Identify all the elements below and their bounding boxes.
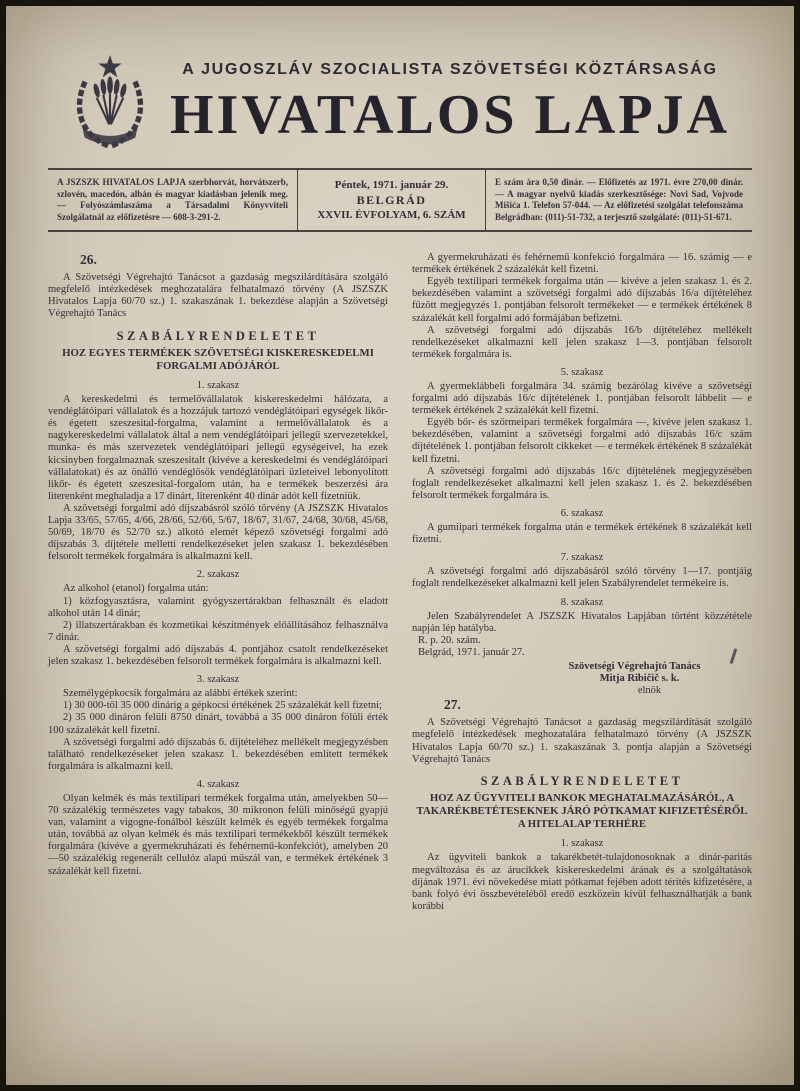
issue-volume-number: XXVII. ÉVFOLYAM, 6. SZÁM	[317, 209, 466, 222]
gazette-page	[6, 6, 794, 1085]
decree-title-heading: SZABÁLYRENDELETET	[116, 328, 320, 343]
body-paragraph: A szövetségi forgalmi adó díjszabásáról szóló törvény 1—17. pontjáig foglalt rendelkezéseket alkalmazni kell jelen Szabályrendelet termékeire is.	[412, 566, 752, 590]
section-label: 3. szakasz	[196, 674, 240, 686]
issue-date: Péntek, 1971. január 29.	[334, 179, 449, 191]
signature-name: Mitja Ribičič s. k.	[599, 673, 680, 685]
section-label: 7. szakasz	[560, 552, 604, 564]
list-item-paragraph: 1) közfogyasztásra, valamint gyógyszertárakban felhasznált és eladott alkohol után 14 dinár;	[48, 595, 388, 619]
body-paragraph: A szövetségi forgalmi adó díjszabás 16/c díjtételének megjegyzésében foglalt rendelkezéseket alkalmazni kell jelen szakasz 1. és 2. bekezdésében felsorolt termékek forgalmára is.	[412, 465, 752, 501]
decree-subject-heading: HOZ AZ ÜGYVITELI BANKOK MEGHATALMAZÁSÁRÓL, A TAKARÉKBETÉTESEKNEK JÁRÓ PÓTKAMAT KIFIZETÉSÉRŐL A HITELALAP TERHÉRE	[416, 791, 748, 831]
masthead-text	[170, 61, 730, 147]
signature-organization: Szövetségi Végrehajtó Tanács	[568, 660, 701, 672]
section-label: 1. szakasz	[560, 838, 604, 850]
registry-number-line: R. p. 20. szám.	[418, 634, 481, 646]
body-paragraph: A gyermekruházati és fehérnemű konfekció forgalmára — 16. számig — e termékek értékének 2 százalékát kell fizetni.	[412, 252, 752, 276]
body-paragraph: A szövetségi forgalmi adó díjszabásról szóló törvény (A JSZSZK Hivatalos Lapja 33/65, 57/65, 4/66, 28/66, 52/66, 5/67, 18/67, 31/67, 24/68, 30/68, 45/68, 50/69, 18/70 és 52/70 sz.) alkotó elemét képező szövetségi forgalmi adó díjszabás 3. díjtétele melletti rendelkezéseket jelen szakasz 1. bekezdésében felsorolt termékek forgalmára is alkalmazni kell.	[48, 502, 388, 563]
section-label: 5. szakasz	[560, 366, 604, 378]
right-column	[412, 252, 752, 913]
body-paragraph: A kereskedelmi és termelővállalatok kiskereskedelmi hálózata, a vendéglátóipari vállalatok és a hozzájuk tartozó vendéglátóipari egységek likőr- és égetett szeszesital-forgalma, valamint a termelővállalatok és a nagykereskedelmi vállalatok által a nem vendéglátóipari jellegű szervezetekkel, munka- és más szervezetek vendéglátóipari jellegű egységeivel, ha ezek kicsinyben forgalmaznak szeszesitalt (kivéve a kereskedelmi és vendéglátóipari vállalatokat) és az önálló vendéglősök vendéglátóipari üzleteivel lebonyolított likőr- és égetett szeszesital-forgalom után, ha e termékek beszerzési ára literenként meghaladja a 17 dinárt, literenként 40 dinár adót kell fizetniük.	[48, 394, 388, 502]
intro-paragraph: A Szövetségi Végrehajtó Tanácsot a gazdaság megszilárdítását szolgáló megfelelő intézkedések meghozatalára felhatalmazó törvény (A JSZSZK Hivatalos Lapja 60/70 sz.) 1. szakaszának 3. pontja alapján a Szövetségi Végrehajtó Tanács	[412, 717, 752, 765]
section-label: 2. szakasz	[196, 569, 240, 581]
section-label: 8. szakasz	[560, 596, 604, 608]
signature-title: elnök	[637, 685, 662, 697]
body-paragraph: Személygépkocsik forgalmára az alábbi értékek szerint:	[63, 688, 298, 700]
left-column	[48, 252, 388, 913]
issue-date-block	[298, 170, 486, 230]
list-item-paragraph: 2) illatszertárakban és kozmetikai készítmények előállításához felhasználva 7 dinár.	[48, 619, 388, 643]
section-label: 4. szakasz	[196, 778, 240, 790]
body-paragraph: Egyéb bőr- és szőrmeipari termékek forgalmára —, kivéve jelen szakasz 1. bekezdésében, valamint a szövetségi forgalmi adó díjszabás 16/c szám díjtételének 1. pontjában felsorolt cikkeket — e termékek értékének 8 százalékát kell fizetni.	[412, 417, 752, 465]
republic-name-line: A JUGOSZLÁV SZOCIALISTA SZÖVETSÉGI KÖZTÁRSASÁG	[182, 61, 718, 79]
body-paragraph: A gyermeklábbeli forgalmára 34. számig bezárólag kivéve a szövetségi forgalmi adó díjszabás 16/c díjtételének 1. pontjában felsorolt lábbelit — e termékek értékének 2 százalékát kell fizetni.	[412, 381, 752, 417]
decree-title-heading: SZABÁLYRENDELETET	[480, 773, 684, 788]
dateline: Belgrád, 1971. január 27.	[418, 646, 525, 658]
body-paragraph: Az ügyviteli bankok a takarékbetét-tulajdonosoknak a dinár-paritás megváltozása és az árucikkek kiskereskedelmi árának és a szolgáltatások díjának 1971. évi növekedése miatt pótkamat fejében adott térítés kifizetésére, a bank folyó évi összbevételéből eredő eszközein kívül felhasználhatják a bank korábbi	[412, 852, 752, 912]
article-number: 27.	[444, 697, 461, 713]
list-item-paragraph: 1) 30 000-től 35 000 dinárig a gépkocsi értékének 25 százalékát kell fizetni;	[63, 700, 382, 712]
section-label: 1. szakasz	[196, 379, 240, 391]
masthead	[6, 6, 794, 154]
body-paragraph: Egyéb textilipari termékek forgalma után — kivéve a jelen szakasz 1. és 2. bekezdésében valamint a szövetségi forgalmi adó díjszabás 16/a díjtételéhez fűzött megjegyzés 1. pontjában felsorolt termékeket — e termékek értékének 8 százalékát kell forgalmi adó formájában befizetni.	[412, 276, 752, 324]
issue-city: BELGRÁD	[356, 192, 427, 207]
body-paragraph: Jelen Szabályrendelet A JSZSZK Hivatalos Lapjában történt közzététele napján lép hatályba.	[412, 610, 752, 634]
body-paragraph: A szövetségi forgalmi adó díjszabás 4. pontjához csatolt rendelkezéseket jelen szakasz 1. bekezdésében felsorolt termékek forgalmára is alkalmazni kell.	[48, 643, 388, 668]
edition-info: A JSZSZK HIVATALOS LAPJA szerbhorvát, horvátszerb, szlovén, macedón, albán és magyar kiadásban jelenik meg. — Folyószámlaszáma a Társadalmi Könyvviteli Szolgálatnál az előfizetésre — 608-3-291-2.	[48, 170, 298, 230]
intro-paragraph: A Szövetségi Végrehajtó Tanácsot a gazdaság megszilárdítására szolgáló megfelelő intézkedések meghozatalára felhatalmazó törvény (A JSZSZK Hivatalos Lapja 60/70 sz.) 1. szakaszának 1. bekezdése alapján a Szövetségi Végrehajtó Tanács	[48, 272, 388, 320]
body-paragraph: A szövetségi forgalmi adó díjszabás 16/b díjtételéhez mellékelt rendelkezéseket alkalmazni kell jelen szakasz 1—3. pontjában felsorolt termékek forgalmára is.	[412, 324, 752, 360]
gazette-title: HIVATALOS LAPJA	[170, 84, 730, 147]
body-paragraph: A gumiipari termékek forgalma után e termékek értékének 8 százalékát kell fizetni.	[412, 522, 752, 546]
coat-of-arms-emblem	[70, 52, 150, 154]
publication-info-box	[48, 168, 752, 232]
body-paragraph: Olyan kelmék és más textilipari termékek forgalma után, amelyekben 50—70 százalékig természetes vagy tabakos, 30 mikronon felüli minőségű gyapjú van, valamint a vigogne-fonálból készült kelmék és egyéb termékek forgalma után, továbbá az olyan kelmék és más textilipari termékekből készült termékek forgalmára (kivéve a gyermekruházati és fehérnemű-konfekciót), amelyben 20—50 százalékig regenerált cellulóz alapú műszál van, e termékek értékének 3 százalékát kell fizetni.	[48, 792, 388, 877]
body-paragraph: A szövetségi forgalmi adó díjszabás 6. díjtételéhez mellékelt megjegyzésben található rendelkezéseket jelen szakasz 1. bekezdésében említett termékek forgalmára is alkalmazni kell.	[48, 736, 388, 772]
star-icon	[98, 55, 121, 77]
section-label: 6. szakasz	[560, 507, 604, 519]
list-item-paragraph: 2) 35 000 dináron felüli 8750 dinárt, továbbá a 35 000 dináron fölüli érték 100 százalékát kell fizetni.	[48, 712, 388, 736]
price-subscription-info: E szám ára 0,50 dinár. — Előfizetés az 1971. évre 270,00 dinár. — A magyar nyelvű kiadás szerkesztősége: Novi Sad, Vojvode Mišića 1. Telefon 57-044. — Az előfizetési szolgálat telefonszáma Belgrádban: (011)-51-732, a terjesztő szolgálaté: (011)-51-671.	[495, 177, 743, 222]
article-number: 26.	[80, 252, 97, 268]
body-columns	[6, 232, 794, 913]
body-paragraph: Az alkohol (etanol) forgalma után:	[63, 583, 209, 595]
decree-subject-heading: HOZ EGYES TERMÉKEK SZÖVETSÉGI KISKERESKEDELMI FORGALMI ADÓJÁRÓL	[62, 346, 374, 372]
